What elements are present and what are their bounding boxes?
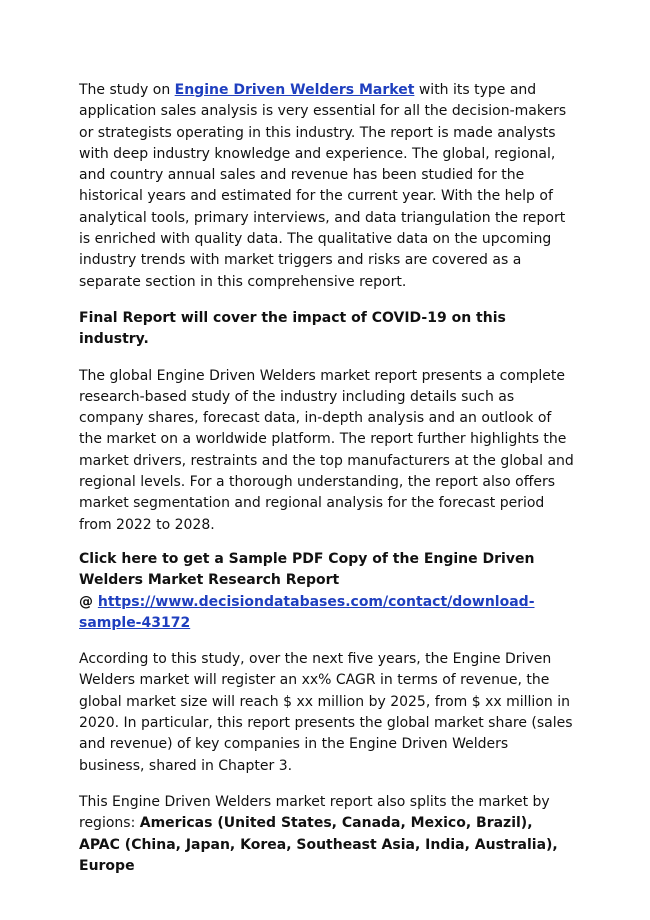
engine-driven-welders-market-link[interactable]: Engine Driven Welders Market [174, 82, 415, 98]
cagr-paragraph: According to this study, over the next five years, the Engine Driven Welders market will register an xx% CAGR in terms of revenue, the global market size will reach $ xx million by 2025, from $ xx million in 2020. In particular, this report presents the global market share (sales and revenue) of key companies in the Engine Driven Welders business, shared in Chapter 3. [79, 651, 573, 774]
regions-list: Americas (United States, Canada, Mexico, Brazil), APAC (China, Japan, Korea, Southeast Asia, India, Australia), Europe [79, 815, 558, 874]
intro-text-start: The study on [79, 82, 175, 98]
overview-paragraph: The global Engine Driven Welders market report presents a complete research-based study of the industry including details such as company shares, forecast data, in-depth analysis and an outlook of the market on a worldwide platform. The report further highlights the market drivers, restraints and the top manufacturers at the global and regional levels. For a thorough understanding, the report also offers market segmentation and regional analysis for the forecast period from 2022 to 2028. [79, 367, 574, 533]
intro-paragraph [79, 80, 578, 293]
regions-paragraph [79, 792, 578, 877]
intro-text-rest: with its type and application sales analysis is very essential for all the decision-makers or strategists operating in this industry. The report is made analysts with deep industry knowledge and experience. The global, regional, and country annual sales and revenue has been studied for the historical years and estimated for the current year. With the help of analytical tools, primary interviews, and data triangulation the report is enriched with quality data. The qualitative data on the upcoming industry trends with market triggers and risks are covered as a separate section in this comprehensive report. [79, 82, 567, 290]
covid-note [79, 308, 578, 351]
sample-at-symbol: @ [79, 593, 98, 610]
sample-heading: Click here to get a Sample PDF Copy of the Engine Driven Welders Market Research Report [79, 550, 535, 589]
covid-note-text: Final Report will cover the impact of COVID-19 on this industry. [79, 309, 506, 348]
regions-intro: This Engine Driven Welders market report also splits the market by regions: [79, 793, 550, 832]
sample-download-link[interactable]: https://www.decisiondatabases.com/contact/download-sample-43172 [79, 593, 535, 631]
sample-paragraph [79, 549, 578, 634]
